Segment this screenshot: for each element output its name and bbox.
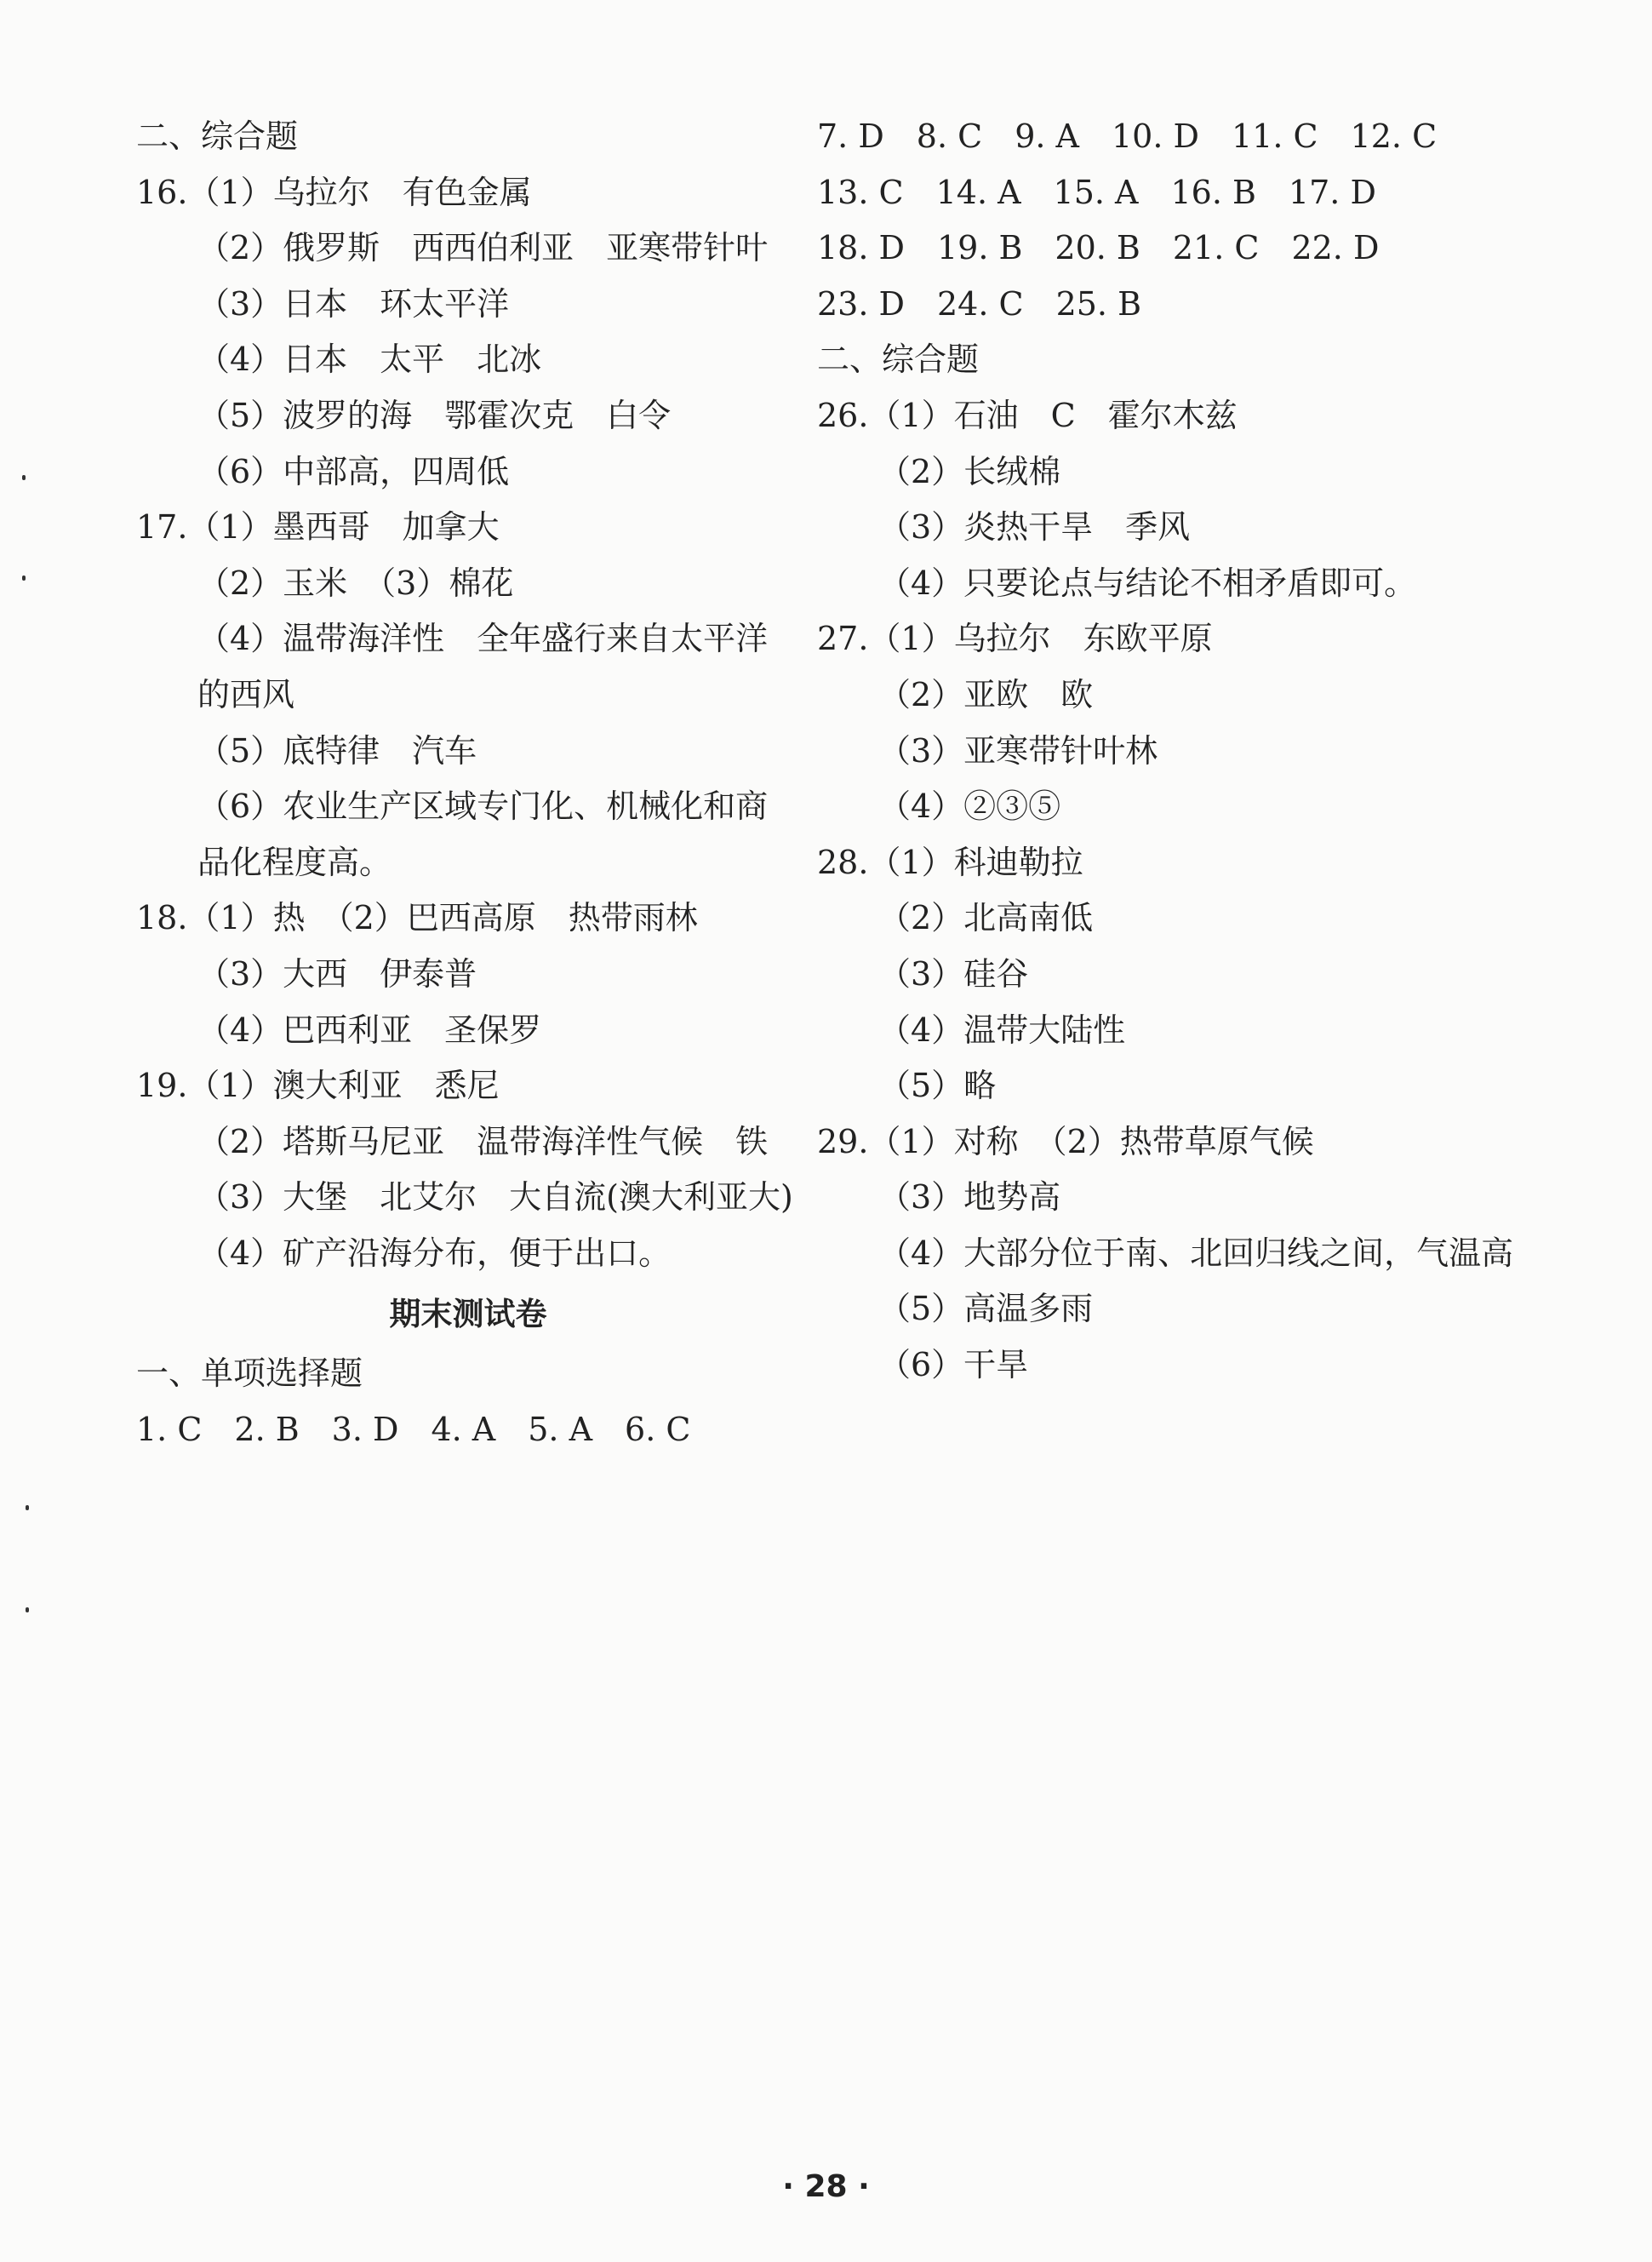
- answer-line: （3）地势高: [878, 1178, 1061, 1217]
- answer-line: （2）长绒棉: [878, 452, 1061, 490]
- answer-line: 27.（1）乌拉尔 东欧平原: [817, 620, 1213, 658]
- scan-speck: [22, 576, 26, 581]
- answer-line: 7. D 8. C 9. A 10. D 11. C 12. C: [817, 117, 1438, 155]
- answer-line: 1. C 2. B 3. D 4. A 5. A 6. C: [136, 1410, 691, 1448]
- right-column: [817, 109, 1514, 1394]
- answer-line: （5）波罗的海 鄂霍次克 白令: [197, 396, 672, 434]
- answer-line: （2）北高南低: [878, 899, 1094, 937]
- answer-line: （2）玉米 （3）棉花: [197, 564, 514, 602]
- exam-title: 期末测试卷: [389, 1296, 547, 1333]
- answer-line: （4）巴西利亚 圣保罗: [197, 1011, 542, 1049]
- answer-line: （4）日本 太平 北冰: [197, 341, 542, 379]
- answer-line: （4）大部分位于南、北回归线之间，气温高: [878, 1234, 1514, 1272]
- answer-line: （4）温带海洋性 全年盛行来自太平洋: [197, 620, 769, 658]
- right-answer-lines: [817, 109, 1514, 1394]
- answer-line: 26.（1）石油 C 霍尔木兹: [817, 396, 1238, 434]
- scan-speck: [26, 1505, 29, 1510]
- page-number: · 28 ·: [782, 2169, 870, 2204]
- answer-line: 28.（1）科迪勒拉: [817, 843, 1083, 881]
- scan-speck: [22, 475, 26, 480]
- answer-line: 16.（1）乌拉尔 有色金属: [136, 173, 532, 211]
- scan-speck: [26, 1607, 29, 1612]
- answer-line: 23. D 24. C 25. B: [817, 284, 1142, 323]
- answer-line: 品化程度高。: [197, 843, 392, 881]
- answer-line: （3）日本 环太平洋: [197, 284, 510, 323]
- answer-line: （6）中部高，四周低: [197, 452, 510, 490]
- answer-line: 18.（1）热 （2）巴西高原 热带雨林: [136, 899, 698, 937]
- answer-line: 13. C 14. A 15. A 16. B 17. D: [817, 173, 1376, 211]
- answer-line: （6）干旱: [878, 1346, 1029, 1384]
- answer-line: （5）底特律 汽车: [197, 731, 477, 770]
- answer-line: 18. D 19. B 20. B 21. C 22. D: [817, 229, 1380, 267]
- left-after-title-lines: [136, 1346, 766, 1457]
- answer-line: （3）大堡 北艾尔 大自流(澳大利亚大): [197, 1178, 793, 1217]
- answer-line: 一、单项选择题: [136, 1354, 363, 1393]
- answer-line: （5）高温多雨: [878, 1290, 1094, 1328]
- answer-line: 的西风: [197, 675, 295, 713]
- answer-line: （4）温带大陆性: [878, 1011, 1126, 1049]
- answer-line: （5）略: [878, 1067, 997, 1105]
- answer-line: （2）塔斯马尼亚 温带海洋性气候 铁: [197, 1122, 769, 1160]
- answer-line: 二、综合题: [817, 341, 980, 379]
- answer-line: （4）矿产沿海分布，便于出口。: [197, 1234, 672, 1272]
- answer-line: （3）硅谷: [878, 954, 1029, 993]
- answer-line: （6）农业生产区域专门化、机械化和商: [197, 787, 769, 826]
- answer-line: （4）②③⑤: [878, 787, 1061, 826]
- answer-line: （2）亚欧 欧: [878, 675, 1094, 713]
- answer-line: （2）俄罗斯 西西伯利亚 亚寒带针叶: [197, 229, 769, 267]
- answer-line: （3）亚寒带针叶林: [878, 731, 1158, 770]
- answer-line: 19.（1）澳大利亚 悉尼: [136, 1067, 500, 1105]
- answer-line: 29.（1）对称 （2）热带草原气候: [817, 1122, 1314, 1160]
- answer-line: 17.（1）墨西哥 加拿大: [136, 508, 500, 547]
- answer-line: 二、综合题: [136, 117, 299, 155]
- left-answer-lines: [136, 109, 793, 1281]
- answer-line: （3）大西 伊泰普: [197, 954, 477, 993]
- answer-line: （4）只要论点与结论不相矛盾即可。: [878, 564, 1417, 602]
- left-column: [136, 109, 793, 1457]
- answer-line: （3）炎热干旱 季风: [878, 508, 1191, 547]
